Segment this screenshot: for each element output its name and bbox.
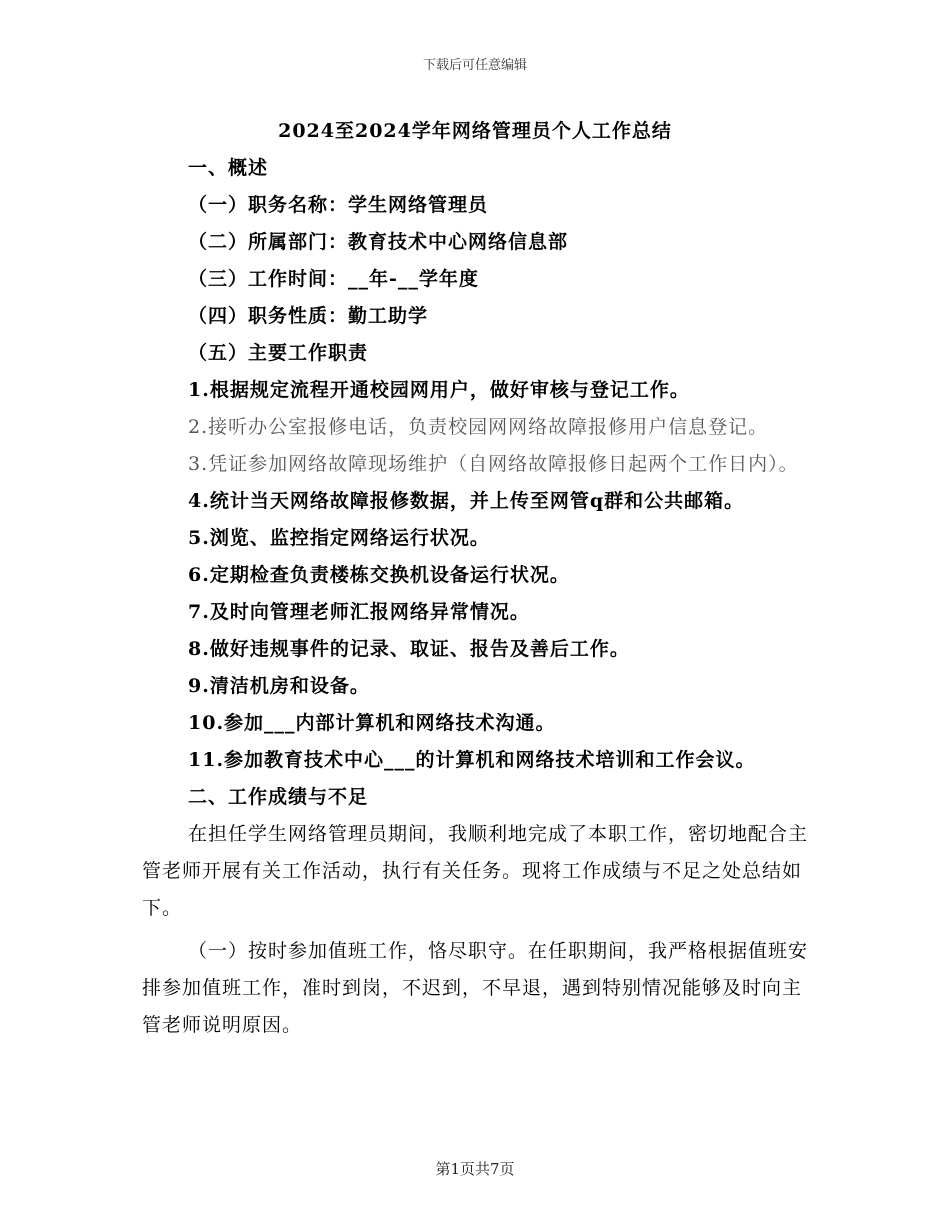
section-heading-overview: 一、概述: [188, 157, 269, 179]
overview-item: （五）主要工作职责: [188, 342, 369, 364]
duty-item: 8.做好违规事件的记录、取证、报告及善后工作。: [188, 638, 630, 660]
duty-item-wrapped: 3.凭证参加网络故障现场维护（自网络故障报修日起两个工作日内）。: [188, 453, 799, 475]
duty-item: 10.参加___内部计算机和网络技术沟通。: [188, 712, 556, 734]
body-paragraph: 在担任学生网络管理员期间，我顺利地完成了本职工作，密切地配合主管老师开展有关工作活动，执行有关任务。现将工作成绩与不足之处总结如下。: [142, 823, 809, 919]
overview-item: （一）职务名称：学生网络管理员: [188, 194, 489, 216]
duty-item: 2.接听办公室报修电话，负责校园网网络故障报修用户信息登记。: [188, 416, 769, 438]
overview-item: （二）所属部门：教育技术中心网络信息部: [188, 231, 569, 253]
duty-item: 7.及时向管理老师汇报网络异常情况。: [188, 601, 530, 623]
section-heading-achievements: 二、工作成绩与不足: [188, 786, 369, 808]
body-paragraph: （一）按时参加值班工作，恪尽职守。在任职期间，我严格根据值班安排参加值班工作，准时到岗，不迟到，不早退，遇到特别情况能够及时向主管老师说明原因。: [142, 940, 809, 1036]
overview-item: （三）工作时间：__年-__学年度: [188, 268, 479, 290]
document-title: 2024至2024学年网络管理员个人工作总结: [278, 120, 672, 142]
document-body: [142, 150, 812, 1044]
duty-item: 9.清洁机房和设备。: [188, 675, 370, 697]
duty-item: 6.定期检查负责楼栋交换机设备运行状况。: [188, 564, 570, 586]
duty-item: 11.参加教育技术中心___的计算机和网络技术培训和工作会议。: [188, 749, 756, 771]
page-number: 第1页共7页: [435, 1160, 515, 1178]
duty-item: 5.浏览、监控指定网络运行状况。: [188, 527, 490, 549]
header-note: 下载后可任意编辑: [422, 58, 527, 73]
duty-item: 1.根据规定流程开通校园网用户，做好审核与登记工作。: [188, 379, 690, 401]
duty-item: 4.统计当天网络故障报修数据，并上传至网管q群和公共邮箱。: [188, 490, 745, 512]
overview-item: （四）职务性质：勤工助学: [188, 305, 429, 327]
